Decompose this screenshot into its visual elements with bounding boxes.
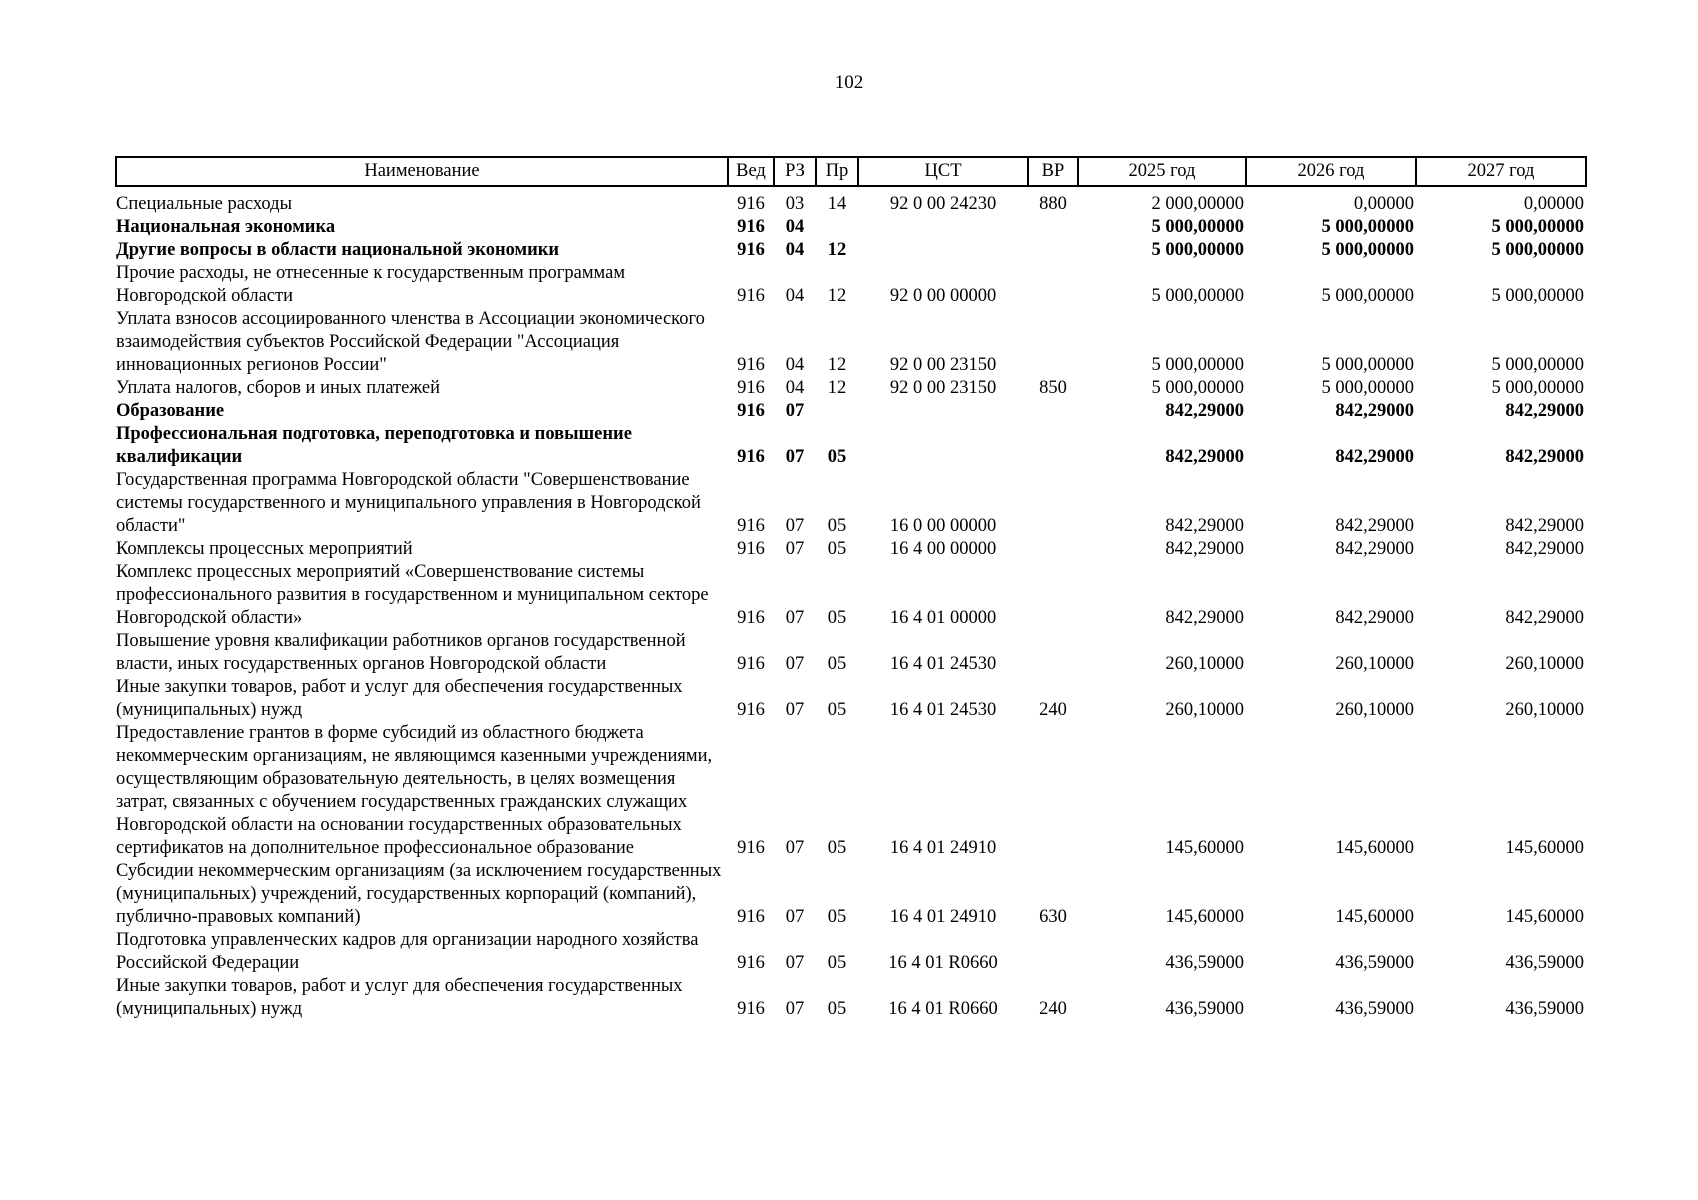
cell-2027: 145,60000	[1505, 907, 1584, 927]
cell-2026: 5 000,00000	[1321, 355, 1414, 375]
cell-2026: 436,59000	[1335, 999, 1414, 1019]
cell-2026: 0,00000	[1353, 194, 1414, 214]
table-header	[116, 157, 1586, 186]
cell-2025: 842,29000	[1165, 401, 1244, 421]
table-row	[116, 308, 1586, 377]
cell-cst: 92 0 00 24230	[889, 194, 997, 214]
header-cst: ЦСТ	[858, 157, 1028, 186]
cell-vr	[1028, 722, 1078, 860]
cell-2025: 5 000,00000	[1151, 240, 1244, 260]
cell-name: Уплата налогов, сборов и иных платежей	[116, 378, 441, 398]
cell-rz: 07	[785, 907, 805, 927]
cell-pr: 12	[827, 355, 847, 375]
cell-ved: 916	[737, 217, 765, 237]
cell-cst: 16 4 01 24910	[889, 838, 997, 858]
cell-pr	[816, 400, 858, 423]
table-row	[116, 676, 1586, 722]
cell-rz: 07	[785, 608, 805, 628]
cell-2027: 5 000,00000	[1491, 355, 1584, 375]
table-row	[116, 239, 1586, 262]
budget-table	[115, 156, 1587, 1021]
cell-2026: 842,29000	[1335, 516, 1414, 536]
cell-ved: 916	[737, 194, 765, 214]
cell-name: Субсидии некоммерческим организациям (за исключением государственных (муниципальных) учреждений, государственных корпораций (компаний), публично-правовых компаний)	[116, 861, 722, 927]
cell-rz: 04	[785, 355, 805, 375]
cell-name: Комплексы процессных мероприятий	[116, 539, 413, 559]
cell-name: Комплекс процессных мероприятий «Совершенствование системы профессионального развития в государственном и муниципальном секторе Новгородской области»	[116, 562, 709, 628]
cell-2025: 5 000,00000	[1151, 286, 1244, 306]
cell-2026: 5 000,00000	[1321, 240, 1414, 260]
cell-2026: 5 000,00000	[1321, 286, 1414, 306]
cell-cst: 16 4 01 R0660	[888, 953, 998, 973]
table-body	[116, 186, 1586, 1021]
cell-vr	[1028, 400, 1078, 423]
cell-cst: 92 0 00 23150	[889, 355, 997, 375]
cell-pr: 05	[827, 838, 847, 858]
cell-rz: 07	[785, 953, 805, 973]
table-row	[116, 423, 1586, 469]
table-row	[116, 975, 1586, 1021]
cell-pr: 12	[827, 378, 847, 398]
cell-2026: 260,10000	[1335, 654, 1414, 674]
cell-2026: 842,29000	[1335, 539, 1414, 559]
cell-cst: 92 0 00 23150	[889, 378, 997, 398]
cell-2025: 842,29000	[1165, 608, 1244, 628]
cell-vr	[1028, 308, 1078, 377]
cell-2027: 842,29000	[1505, 608, 1584, 628]
table-row	[116, 262, 1586, 308]
cell-vr	[1028, 538, 1078, 561]
cell-name: Специальные расходы	[116, 194, 292, 214]
cell-2026: 260,10000	[1335, 700, 1414, 720]
cell-cst: 16 4 01 00000	[889, 608, 997, 628]
cell-vr: 630	[1039, 907, 1067, 927]
cell-2027: 436,59000	[1505, 953, 1584, 973]
cell-name: Прочие расходы, не отнесенные к государственным программам Новгородской области	[116, 263, 626, 306]
header-2026: 2026 год	[1246, 157, 1416, 186]
cell-2027: 260,10000	[1505, 700, 1584, 720]
cell-2025: 260,10000	[1165, 700, 1244, 720]
cell-2027: 842,29000	[1505, 539, 1584, 559]
page-number: 102	[834, 72, 864, 93]
cell-cst: 16 4 01 24530	[889, 654, 997, 674]
cell-name: Профессиональная подготовка, переподготовка и повышение квалификации	[116, 424, 632, 467]
cell-name: Государственная программа Новгородской области "Совершенствование системы государственного и муниципального управления в Новгородской области"	[116, 470, 701, 536]
cell-vr	[1028, 216, 1078, 239]
cell-name: Подготовка управленческих кадров для организации народного хозяйства Российской Федерации	[116, 930, 699, 973]
table-row	[116, 630, 1586, 676]
cell-pr: 12	[827, 286, 847, 306]
cell-2025: 842,29000	[1165, 447, 1244, 467]
cell-rz: 03	[785, 194, 805, 214]
cell-ved: 916	[737, 700, 765, 720]
cell-2026: 145,60000	[1335, 838, 1414, 858]
cell-ved: 916	[737, 447, 765, 467]
cell-ved: 916	[737, 838, 765, 858]
cell-name: Повышение уровня квалификации работников органов государственной власти, иных государственных органов Новгородской области	[116, 631, 686, 674]
cell-2027: 436,59000	[1505, 999, 1584, 1019]
cell-ved: 916	[737, 286, 765, 306]
cell-2027: 0,00000	[1523, 194, 1584, 214]
cell-vr	[1028, 423, 1078, 469]
cell-pr: 05	[827, 953, 847, 973]
header-pr: Пр	[816, 157, 858, 186]
header-name: Наименование	[116, 157, 728, 186]
cell-name: Другие вопросы в области национальной экономики	[116, 240, 560, 260]
cell-2025: 260,10000	[1165, 654, 1244, 674]
cell-2025: 436,59000	[1165, 953, 1244, 973]
cell-2025: 842,29000	[1165, 539, 1244, 559]
cell-2025: 5 000,00000	[1151, 378, 1244, 398]
cell-cst	[858, 216, 1028, 239]
cell-cst: 16 4 01 24530	[889, 700, 997, 720]
header-rz: РЗ	[774, 157, 816, 186]
cell-name: Уплата взносов ассоциированного членства в Ассоциации экономического взаимодействия субъектов Российской Федерации "Ассоциация инновационных регионов России"	[116, 309, 705, 375]
cell-rz: 04	[785, 286, 805, 306]
cell-2026: 5 000,00000	[1321, 378, 1414, 398]
cell-2026: 842,29000	[1335, 608, 1414, 628]
cell-name: Иные закупки товаров, работ и услуг для обеспечения государственных (муниципальных) нужд	[116, 677, 683, 720]
table-row	[116, 561, 1586, 630]
table-row	[116, 469, 1586, 538]
cell-cst: 16 4 01 R0660	[888, 999, 998, 1019]
cell-ved: 916	[737, 907, 765, 927]
cell-cst: 16 4 01 24910	[889, 907, 997, 927]
header-vr: ВР	[1028, 157, 1078, 186]
table-row	[116, 186, 1586, 216]
header-ved: Вед	[728, 157, 774, 186]
cell-2026: 436,59000	[1335, 953, 1414, 973]
table-row	[116, 929, 1586, 975]
cell-2027: 842,29000	[1505, 401, 1584, 421]
cell-rz: 07	[785, 539, 805, 559]
cell-ved: 916	[737, 953, 765, 973]
cell-ved: 916	[737, 378, 765, 398]
cell-2027: 5 000,00000	[1491, 378, 1584, 398]
cell-name: Национальная экономика	[116, 217, 336, 237]
header-2025: 2025 год	[1078, 157, 1246, 186]
cell-pr: 05	[827, 999, 847, 1019]
cell-2027: 5 000,00000	[1491, 217, 1584, 237]
cell-rz: 04	[785, 378, 805, 398]
cell-2027: 145,60000	[1505, 838, 1584, 858]
cell-pr: 05	[827, 608, 847, 628]
cell-2026: 842,29000	[1335, 401, 1414, 421]
cell-name: Предоставление грантов в форме субсидий из областного бюджета некоммерческим организациям, не являющимся казенными учреждениями, осуществляющим образовательную деятельность, в целях возмещения затрат, связанных с обучением государственных гражданских служащих Новгородской области на основании государственных образовательных сертификатов на дополнительное профессиональное образование	[116, 723, 713, 858]
cell-pr	[816, 216, 858, 239]
cell-ved: 916	[737, 401, 765, 421]
cell-cst	[858, 400, 1028, 423]
cell-2025: 842,29000	[1165, 516, 1244, 536]
cell-pr: 05	[827, 700, 847, 720]
cell-vr: 240	[1039, 700, 1067, 720]
cell-ved: 916	[737, 539, 765, 559]
cell-vr	[1028, 469, 1078, 538]
cell-rz: 07	[785, 516, 805, 536]
header-2027: 2027 год	[1416, 157, 1586, 186]
cell-name: Образование	[116, 401, 225, 421]
cell-vr	[1028, 262, 1078, 308]
cell-rz: 07	[785, 401, 805, 421]
table-row	[116, 722, 1586, 860]
cell-2027: 842,29000	[1505, 516, 1584, 536]
cell-rz: 07	[785, 999, 805, 1019]
cell-rz: 07	[785, 447, 805, 467]
cell-vr: 850	[1039, 378, 1067, 398]
cell-pr: 05	[827, 654, 847, 674]
cell-2025: 5 000,00000	[1151, 217, 1244, 237]
cell-ved: 916	[737, 355, 765, 375]
table-row	[116, 860, 1586, 929]
cell-vr	[1028, 239, 1078, 262]
cell-rz: 04	[785, 240, 805, 260]
cell-cst: 16 0 00 00000	[889, 516, 997, 536]
cell-2026: 145,60000	[1335, 907, 1414, 927]
cell-2025: 436,59000	[1165, 999, 1244, 1019]
table-row	[116, 538, 1586, 561]
cell-ved: 916	[737, 999, 765, 1019]
cell-vr	[1028, 929, 1078, 975]
cell-pr: 05	[827, 516, 847, 536]
cell-vr: 880	[1039, 194, 1067, 214]
cell-ved: 916	[737, 240, 765, 260]
cell-rz: 07	[785, 654, 805, 674]
cell-2025: 2 000,00000	[1151, 194, 1244, 214]
cell-cst	[858, 239, 1028, 262]
cell-pr: 14	[827, 194, 847, 214]
cell-2026: 5 000,00000	[1321, 217, 1414, 237]
cell-rz: 07	[785, 838, 805, 858]
cell-ved: 916	[737, 608, 765, 628]
cell-2025: 145,60000	[1165, 907, 1244, 927]
cell-cst	[858, 423, 1028, 469]
cell-2025: 145,60000	[1165, 838, 1244, 858]
cell-2027: 5 000,00000	[1491, 286, 1584, 306]
cell-ved: 916	[737, 654, 765, 674]
cell-2025: 5 000,00000	[1151, 355, 1244, 375]
cell-2026: 842,29000	[1335, 447, 1414, 467]
cell-rz: 04	[785, 217, 805, 237]
cell-pr: 05	[827, 907, 847, 927]
cell-pr: 05	[827, 539, 847, 559]
cell-cst: 16 4 00 00000	[889, 539, 997, 559]
cell-2027: 260,10000	[1505, 654, 1584, 674]
cell-vr: 240	[1039, 999, 1067, 1019]
table-row	[116, 400, 1586, 423]
table-row	[116, 216, 1586, 239]
cell-vr	[1028, 561, 1078, 630]
cell-ved: 916	[737, 516, 765, 536]
cell-pr: 12	[827, 240, 847, 260]
cell-pr: 05	[827, 447, 847, 467]
cell-rz: 07	[785, 700, 805, 720]
cell-2027: 5 000,00000	[1491, 240, 1584, 260]
cell-vr	[1028, 630, 1078, 676]
cell-name: Иные закупки товаров, работ и услуг для обеспечения государственных (муниципальных) нужд	[116, 976, 683, 1019]
table-row	[116, 377, 1586, 400]
cell-2027: 842,29000	[1505, 447, 1584, 467]
cell-cst: 92 0 00 00000	[889, 286, 997, 306]
